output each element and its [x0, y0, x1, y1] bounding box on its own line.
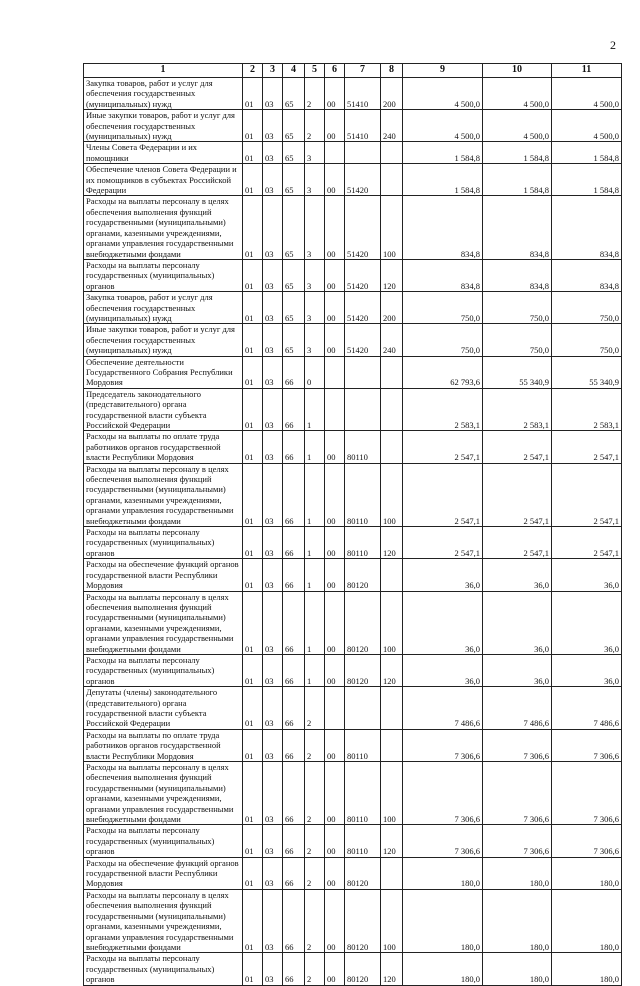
amount-cell: 750,0	[483, 324, 552, 356]
code-cell: 01	[243, 164, 263, 196]
amount-cell: 7 306,6	[483, 825, 552, 857]
amount-cell: 7 306,6	[403, 762, 483, 825]
code-cell: 03	[263, 762, 283, 825]
code-cell: 120	[381, 953, 403, 985]
code-cell: 01	[243, 654, 263, 686]
amount-cell: 4 500,0	[552, 78, 622, 110]
code-cell: 2	[305, 857, 325, 889]
code-cell: 00	[325, 825, 345, 857]
code-cell: 120	[381, 825, 403, 857]
column-header-8: 8	[381, 64, 403, 78]
code-cell: 01	[243, 110, 263, 142]
amount-cell: 7 306,6	[403, 825, 483, 857]
code-cell: 01	[243, 431, 263, 463]
code-cell	[325, 356, 345, 388]
code-cell: 2	[305, 889, 325, 952]
code-cell: 00	[325, 857, 345, 889]
code-cell: 120	[381, 259, 403, 291]
code-cell: 100	[381, 196, 403, 259]
table-row	[84, 388, 622, 431]
code-cell: 03	[263, 324, 283, 356]
table-row	[84, 527, 622, 559]
row-name: Члены Совета Федерации и их помощники	[84, 142, 243, 164]
amount-cell: 4 500,0	[403, 110, 483, 142]
column-header-9: 9	[403, 64, 483, 78]
code-cell: 01	[243, 762, 263, 825]
code-cell: 80110	[345, 825, 381, 857]
row-name: Расходы на выплаты персоналу в целях обеспечения выполнения функций государственными (муниципальными) органами, казенными учреждениями, органами управления государственными внебюджетными фондами	[84, 463, 243, 526]
table-row	[84, 825, 622, 857]
code-cell: 1	[305, 463, 325, 526]
code-cell	[325, 687, 345, 730]
amount-cell: 2 583,1	[483, 388, 552, 431]
table-row	[84, 164, 622, 196]
code-cell: 01	[243, 356, 263, 388]
code-cell: 2	[305, 110, 325, 142]
amount-cell: 180,0	[552, 953, 622, 985]
code-cell: 01	[243, 324, 263, 356]
amount-cell: 7 306,6	[483, 729, 552, 761]
code-cell: 1	[305, 559, 325, 591]
amount-cell: 7 306,6	[552, 762, 622, 825]
code-cell: 3	[305, 292, 325, 324]
code-cell: 03	[263, 559, 283, 591]
amount-cell: 180,0	[552, 857, 622, 889]
code-cell: 00	[325, 164, 345, 196]
code-cell	[381, 729, 403, 761]
row-name: Председатель законодательного (представительного) органа государственной власти субъекта Российской Федерации	[84, 388, 243, 431]
column-header-6: 6	[325, 64, 345, 78]
code-cell: 1	[305, 431, 325, 463]
code-cell: 01	[243, 388, 263, 431]
code-cell: 2	[305, 78, 325, 110]
amount-cell: 180,0	[403, 889, 483, 952]
table-row	[84, 78, 622, 110]
amount-cell: 55 340,9	[552, 356, 622, 388]
column-header-2: 2	[243, 64, 263, 78]
code-cell	[381, 687, 403, 730]
amount-cell: 36,0	[403, 654, 483, 686]
code-cell: 66	[283, 729, 305, 761]
table-row	[84, 559, 622, 591]
amount-cell: 834,8	[403, 196, 483, 259]
amount-cell: 180,0	[403, 953, 483, 985]
amount-cell: 4 500,0	[552, 110, 622, 142]
amount-cell: 1 584,8	[483, 142, 552, 164]
code-cell: 100	[381, 591, 403, 654]
code-cell: 65	[283, 164, 305, 196]
column-header-5: 5	[305, 64, 325, 78]
code-cell: 00	[325, 463, 345, 526]
amount-cell: 180,0	[483, 953, 552, 985]
table-row	[84, 259, 622, 291]
amount-cell: 180,0	[483, 889, 552, 952]
code-cell: 01	[243, 463, 263, 526]
code-cell: 03	[263, 431, 283, 463]
code-cell: 03	[263, 110, 283, 142]
code-cell: 80110	[345, 762, 381, 825]
column-header-11: 11	[552, 64, 622, 78]
code-cell: 66	[283, 825, 305, 857]
code-cell: 65	[283, 324, 305, 356]
code-cell: 03	[263, 953, 283, 985]
row-name: Расходы на выплаты персоналу государственных (муниципальных) органов	[84, 527, 243, 559]
code-cell: 51420	[345, 292, 381, 324]
amount-cell: 834,8	[403, 259, 483, 291]
code-cell: 3	[305, 324, 325, 356]
column-header-4: 4	[283, 64, 305, 78]
code-cell	[345, 687, 381, 730]
table-row	[84, 324, 622, 356]
code-cell: 66	[283, 591, 305, 654]
code-cell: 240	[381, 110, 403, 142]
code-cell: 66	[283, 463, 305, 526]
code-cell: 80120	[345, 889, 381, 952]
code-cell	[345, 388, 381, 431]
code-cell: 01	[243, 559, 263, 591]
code-cell: 120	[381, 654, 403, 686]
code-cell: 00	[325, 324, 345, 356]
code-cell	[345, 142, 381, 164]
amount-cell: 834,8	[552, 196, 622, 259]
table-row	[84, 431, 622, 463]
amount-cell: 750,0	[552, 292, 622, 324]
table-row	[84, 687, 622, 730]
code-cell: 240	[381, 324, 403, 356]
amount-cell: 750,0	[483, 292, 552, 324]
column-header-1: 1	[84, 64, 243, 78]
amount-cell: 36,0	[552, 559, 622, 591]
amount-cell: 1 584,8	[552, 142, 622, 164]
amount-cell: 2 547,1	[552, 431, 622, 463]
code-cell: 66	[283, 953, 305, 985]
code-cell: 00	[325, 259, 345, 291]
row-name: Обеспечение деятельности Государственного Собрания Республики Мордовия	[84, 356, 243, 388]
amount-cell: 36,0	[483, 591, 552, 654]
row-name: Иные закупки товаров, работ и услуг для обеспечения государственных (муниципальных) нужд	[84, 110, 243, 142]
code-cell: 51420	[345, 259, 381, 291]
code-cell: 03	[263, 527, 283, 559]
code-cell: 200	[381, 78, 403, 110]
code-cell: 65	[283, 78, 305, 110]
code-cell: 80110	[345, 431, 381, 463]
table-row	[84, 953, 622, 985]
code-cell: 1	[305, 388, 325, 431]
code-cell: 65	[283, 142, 305, 164]
code-cell: 00	[325, 431, 345, 463]
amount-cell: 750,0	[403, 324, 483, 356]
code-cell	[325, 142, 345, 164]
code-cell: 00	[325, 889, 345, 952]
code-cell	[381, 164, 403, 196]
row-name: Расходы на выплаты персоналу в целях обеспечения выполнения функций государственными (муниципальными) органами, казенными учреждениями, органами управления государственными внебюджетными фондами	[84, 196, 243, 259]
row-name: Закупка товаров, работ и услуг для обеспечения государственных (муниципальных) нужд	[84, 78, 243, 110]
code-cell: 03	[263, 654, 283, 686]
code-cell	[381, 142, 403, 164]
code-cell: 51420	[345, 196, 381, 259]
amount-cell: 2 547,1	[552, 463, 622, 526]
table-row	[84, 142, 622, 164]
row-name: Иные закупки товаров, работ и услуг для обеспечения государственных (муниципальных) нужд	[84, 324, 243, 356]
code-cell: 80110	[345, 463, 381, 526]
code-cell: 03	[263, 825, 283, 857]
code-cell: 00	[325, 591, 345, 654]
code-cell: 2	[305, 729, 325, 761]
table-row	[84, 857, 622, 889]
code-cell: 00	[325, 292, 345, 324]
row-name: Расходы на выплаты по оплате труда работников органов государственной власти Республики Мордовия	[84, 431, 243, 463]
code-cell: 66	[283, 857, 305, 889]
code-cell: 100	[381, 762, 403, 825]
amount-cell: 36,0	[483, 654, 552, 686]
table-body	[84, 78, 622, 986]
code-cell: 3	[305, 196, 325, 259]
amount-cell: 7 486,6	[403, 687, 483, 730]
amount-cell: 180,0	[483, 857, 552, 889]
row-name: Расходы на обеспечение функций органов государственной власти Республики Мордовия	[84, 857, 243, 889]
code-cell: 66	[283, 762, 305, 825]
code-cell: 03	[263, 729, 283, 761]
table-row	[84, 356, 622, 388]
code-cell: 80120	[345, 857, 381, 889]
code-cell: 00	[325, 762, 345, 825]
code-cell: 01	[243, 889, 263, 952]
code-cell: 1	[305, 591, 325, 654]
code-cell: 3	[305, 164, 325, 196]
amount-cell: 7 306,6	[552, 729, 622, 761]
code-cell: 03	[263, 687, 283, 730]
amount-cell: 180,0	[552, 889, 622, 952]
table-row	[84, 110, 622, 142]
code-cell: 80120	[345, 591, 381, 654]
table-row	[84, 762, 622, 825]
row-name: Расходы на выплаты персоналу государственных (муниципальных) органов	[84, 654, 243, 686]
column-header-3: 3	[263, 64, 283, 78]
code-cell: 65	[283, 259, 305, 291]
code-cell: 03	[263, 388, 283, 431]
amount-cell: 7 306,6	[552, 825, 622, 857]
code-cell: 01	[243, 857, 263, 889]
amount-cell: 1 584,8	[403, 142, 483, 164]
code-cell: 66	[283, 431, 305, 463]
code-cell: 03	[263, 463, 283, 526]
row-name: Расходы на выплаты персоналу государственных (муниципальных) органов	[84, 953, 243, 985]
amount-cell: 2 547,1	[403, 527, 483, 559]
table-row	[84, 889, 622, 952]
table-row	[84, 292, 622, 324]
code-cell: 03	[263, 591, 283, 654]
code-cell: 1	[305, 654, 325, 686]
code-cell	[325, 388, 345, 431]
table-row	[84, 196, 622, 259]
amount-cell: 4 500,0	[483, 78, 552, 110]
code-cell: 00	[325, 527, 345, 559]
code-cell	[381, 857, 403, 889]
code-cell: 80120	[345, 953, 381, 985]
budget-table	[83, 63, 622, 986]
code-cell: 00	[325, 196, 345, 259]
code-cell: 66	[283, 527, 305, 559]
code-cell	[381, 388, 403, 431]
amount-cell: 7 486,6	[483, 687, 552, 730]
amount-cell: 36,0	[403, 591, 483, 654]
amount-cell: 1 584,8	[483, 164, 552, 196]
amount-cell: 2 547,1	[403, 463, 483, 526]
code-cell: 66	[283, 889, 305, 952]
row-name: Расходы на выплаты персоналу в целях обеспечения выполнения функций государственными (муниципальными) органами, казенными учреждениями, органами управления государственными внебюджетными фондами	[84, 591, 243, 654]
code-cell: 3	[305, 142, 325, 164]
amount-cell: 180,0	[403, 857, 483, 889]
amount-cell: 7 306,6	[403, 729, 483, 761]
code-cell	[381, 356, 403, 388]
table-row	[84, 463, 622, 526]
code-cell: 03	[263, 142, 283, 164]
code-cell: 01	[243, 292, 263, 324]
code-cell: 00	[325, 78, 345, 110]
code-cell: 66	[283, 559, 305, 591]
column-header-10: 10	[483, 64, 552, 78]
code-cell: 03	[263, 857, 283, 889]
amount-cell: 2 547,1	[403, 431, 483, 463]
amount-cell: 750,0	[403, 292, 483, 324]
code-cell: 65	[283, 292, 305, 324]
amount-cell: 36,0	[552, 591, 622, 654]
amount-cell: 2 583,1	[552, 388, 622, 431]
code-cell: 51420	[345, 164, 381, 196]
code-cell: 01	[243, 78, 263, 110]
row-name: Расходы на выплаты персоналу в целях обеспечения выполнения функций государственными (муниципальными) органами, казенными учреждениями, органами управления государственными внебюджетными фондами	[84, 889, 243, 952]
row-name: Расходы на выплаты персоналу государственных (муниципальных) органов	[84, 825, 243, 857]
code-cell: 00	[325, 729, 345, 761]
code-cell: 03	[263, 356, 283, 388]
code-cell: 80110	[345, 729, 381, 761]
amount-cell: 2 547,1	[483, 527, 552, 559]
code-cell: 01	[243, 591, 263, 654]
code-cell: 03	[263, 889, 283, 952]
row-name: Расходы на выплаты персоналу в целях обеспечения выполнения функций государственными (муниципальными) органами, казенными учреждениями, органами управления государственными внебюджетными фондами	[84, 762, 243, 825]
code-cell: 100	[381, 889, 403, 952]
amount-cell: 834,8	[552, 259, 622, 291]
code-cell: 01	[243, 953, 263, 985]
amount-cell: 7 306,6	[483, 762, 552, 825]
amount-cell: 4 500,0	[483, 110, 552, 142]
code-cell: 66	[283, 687, 305, 730]
amount-cell: 2 547,1	[552, 527, 622, 559]
code-cell: 120	[381, 527, 403, 559]
row-name: Расходы на выплаты персоналу государственных (муниципальных) органов	[84, 259, 243, 291]
code-cell: 01	[243, 196, 263, 259]
code-cell: 2	[305, 687, 325, 730]
amount-cell: 2 547,1	[483, 463, 552, 526]
code-cell: 03	[263, 292, 283, 324]
code-cell: 01	[243, 687, 263, 730]
row-name: Расходы на обеспечение функций органов государственной власти Республики Мордовия	[84, 559, 243, 591]
code-cell: 03	[263, 259, 283, 291]
amount-cell: 834,8	[483, 196, 552, 259]
code-cell: 3	[305, 259, 325, 291]
code-cell: 65	[283, 196, 305, 259]
amount-cell: 36,0	[403, 559, 483, 591]
row-name: Расходы на выплаты по оплате труда работников органов государственной власти Республики Мордовия	[84, 729, 243, 761]
code-cell: 01	[243, 729, 263, 761]
amount-cell: 750,0	[552, 324, 622, 356]
code-cell: 01	[243, 259, 263, 291]
code-cell: 66	[283, 654, 305, 686]
code-cell: 2	[305, 825, 325, 857]
amount-cell: 2 547,1	[483, 431, 552, 463]
code-cell: 51410	[345, 110, 381, 142]
code-cell: 66	[283, 388, 305, 431]
code-cell: 00	[325, 654, 345, 686]
code-cell: 00	[325, 110, 345, 142]
code-cell: 0	[305, 356, 325, 388]
column-header-7: 7	[345, 64, 381, 78]
code-cell: 80120	[345, 559, 381, 591]
code-cell: 80120	[345, 654, 381, 686]
amount-cell: 36,0	[552, 654, 622, 686]
amount-cell: 1 584,8	[403, 164, 483, 196]
amount-cell: 55 340,9	[483, 356, 552, 388]
amount-cell: 4 500,0	[403, 78, 483, 110]
code-cell: 01	[243, 527, 263, 559]
code-cell	[381, 431, 403, 463]
amount-cell: 834,8	[483, 259, 552, 291]
table-row	[84, 591, 622, 654]
code-cell: 80110	[345, 527, 381, 559]
code-cell: 01	[243, 825, 263, 857]
code-cell: 2	[305, 953, 325, 985]
code-cell: 200	[381, 292, 403, 324]
code-cell: 2	[305, 762, 325, 825]
table-row	[84, 729, 622, 761]
code-cell: 100	[381, 463, 403, 526]
header-row	[84, 64, 622, 78]
code-cell: 65	[283, 110, 305, 142]
amount-cell: 62 793,6	[403, 356, 483, 388]
code-cell: 00	[325, 953, 345, 985]
table-row	[84, 654, 622, 686]
code-cell: 51410	[345, 78, 381, 110]
amount-cell: 7 486,6	[552, 687, 622, 730]
amount-cell: 36,0	[483, 559, 552, 591]
code-cell: 01	[243, 142, 263, 164]
code-cell: 1	[305, 527, 325, 559]
code-cell: 03	[263, 196, 283, 259]
code-cell: 03	[263, 164, 283, 196]
code-cell: 66	[283, 356, 305, 388]
code-cell	[345, 356, 381, 388]
code-cell	[381, 559, 403, 591]
code-cell: 00	[325, 559, 345, 591]
row-name: Обеспечение членов Совета Федерации и их помощников в субъектах Российской Федерации	[84, 164, 243, 196]
code-cell: 51420	[345, 324, 381, 356]
code-cell: 03	[263, 78, 283, 110]
row-name: Депутаты (члены) законодательного (представительного) органа государственной власти субъекта Российской Федерации	[84, 687, 243, 730]
amount-cell: 1 584,8	[552, 164, 622, 196]
amount-cell: 2 583,1	[403, 388, 483, 431]
row-name: Закупка товаров, работ и услуг для обеспечения государственных (муниципальных) нужд	[84, 292, 243, 324]
page-number: 2	[610, 38, 616, 52]
